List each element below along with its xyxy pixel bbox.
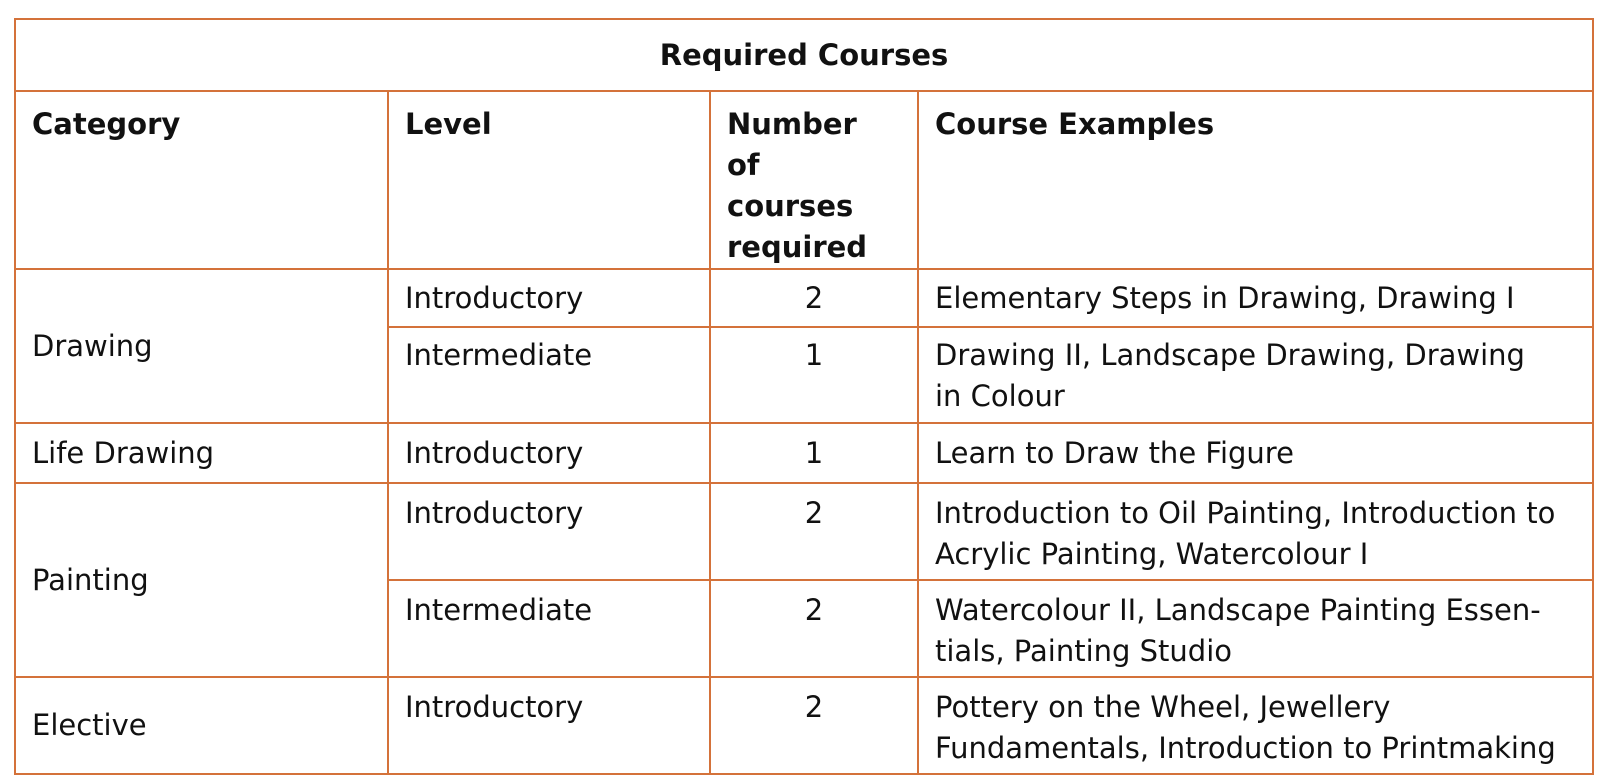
number-cell: 2 [710,269,918,327]
examples-cell: Drawing II, Landscape Drawing, Drawing in Colour [918,327,1593,423]
examples-cell: Elementary Steps in Drawing, Drawing I [918,269,1593,327]
category-cell: Drawing [15,269,388,423]
level-cell: Introductory [388,269,710,327]
level-cell: Introductory [388,677,710,774]
required-courses-table [14,18,1594,775]
number-cell: 2 [710,580,918,677]
required-courses-table-container [14,18,1592,775]
header-category: Category [15,91,388,269]
level-cell: Intermediate [388,327,710,423]
level-cell: Intermediate [388,580,710,677]
examples-cell: Learn to Draw the Figure [918,423,1593,483]
table-row [15,423,1593,483]
header-number: Number of courses required [710,91,918,269]
table-title: Required Courses [15,19,1593,91]
level-cell: Introductory [388,483,710,580]
table-row [15,269,1593,327]
category-cell: Elective [15,677,388,774]
table-row [15,677,1593,774]
category-cell: Painting [15,483,388,677]
table-row [15,483,1593,580]
category-cell: Life Drawing [15,423,388,483]
level-cell: Introductory [388,423,710,483]
examples-cell: Introduction to Oil Painting, Introduction to Acrylic Painting, Watercolour I [918,483,1593,580]
header-examples: Course Examples [918,91,1593,269]
number-cell: 1 [710,423,918,483]
number-cell: 2 [710,483,918,580]
number-cell: 1 [710,327,918,423]
title-row [15,19,1593,91]
examples-cell: Pottery on the Wheel, Jewellery Fundamentals, Introduction to Printmaking [918,677,1593,774]
header-level: Level [388,91,710,269]
header-row [15,91,1593,269]
number-cell: 2 [710,677,918,774]
examples-cell: Watercolour II, Landscape Painting Essen-tials, Painting Studio [918,580,1593,677]
